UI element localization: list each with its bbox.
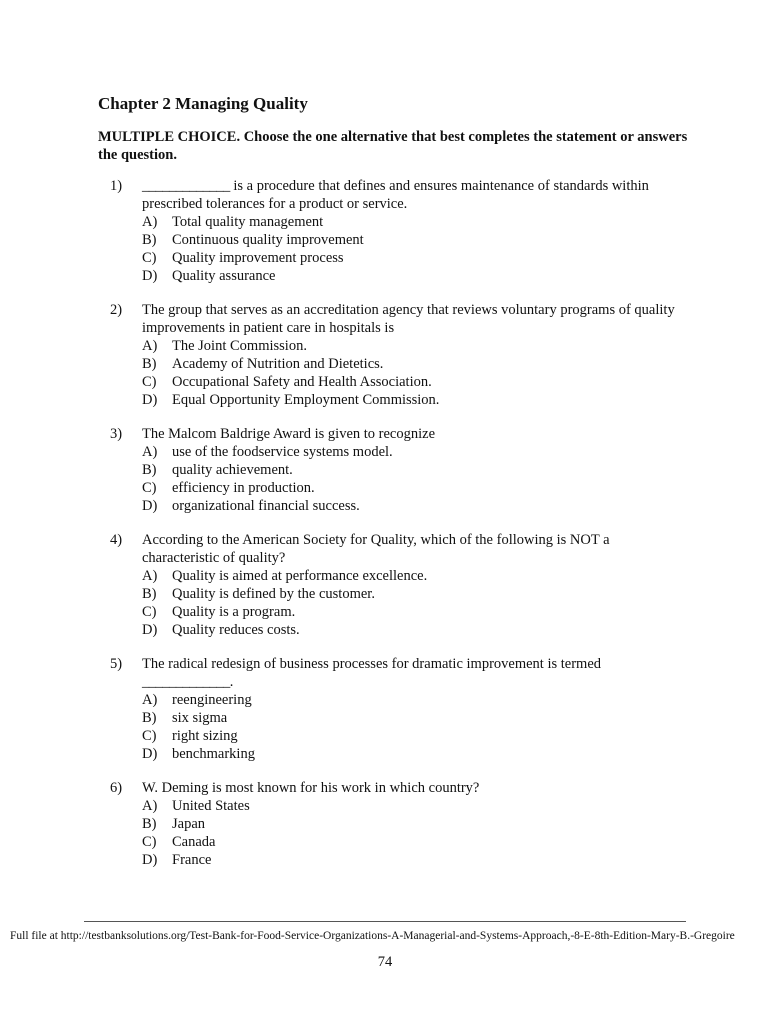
option-label: C) [142, 374, 157, 390]
option-label: D) [142, 746, 158, 762]
option [110, 745, 680, 763]
option-text: use of the foodservice systems model. [172, 444, 393, 460]
option-label: A) [142, 692, 158, 708]
option-label: B) [142, 462, 157, 478]
question-number: 2) [110, 302, 123, 318]
option-label: A) [142, 214, 158, 230]
option-text: France [172, 852, 212, 868]
question-number: 3) [110, 426, 123, 442]
option-text: efficiency in production. [172, 480, 315, 496]
option-label: C) [142, 728, 157, 744]
option-text: Quality assurance [172, 268, 276, 284]
option-label: C) [142, 480, 157, 496]
question-text: W. Deming is most known for his work in which country? [142, 780, 480, 796]
footer-source-link[interactable]: Full file at http://testbanksolutions.org/Test-Bank-for-Food-Service-Organizations-A-Managerial-and-Systems-Approach,-8-E-8th-Edition-Mary-B.-Gregoire [10, 930, 735, 942]
option [110, 691, 680, 709]
option-text: quality achievement. [172, 462, 293, 478]
option-label: B) [142, 356, 157, 372]
question-text-rest: is a procedure that defines and ensures maintenance of standards within prescribed tolerances for a product or service. [142, 178, 649, 212]
option [110, 231, 680, 249]
option-text: reengineering [172, 692, 252, 708]
option [110, 797, 680, 815]
option-text: Quality is aimed at performance excellence. [172, 568, 428, 584]
option-label: D) [142, 268, 158, 284]
option [110, 833, 680, 851]
option-text: Japan [172, 816, 206, 832]
option [110, 337, 680, 355]
option-label: B) [142, 232, 157, 248]
option [110, 815, 680, 833]
question-text: The radical redesign of business processes for dramatic improvement is termed [142, 656, 602, 672]
option-label: A) [142, 568, 158, 584]
option [110, 497, 680, 515]
option-text: The Joint Commission. [172, 338, 307, 354]
option-text: Canada [172, 834, 216, 850]
option-text: Quality reduces costs. [172, 622, 300, 638]
option [110, 567, 680, 585]
option [110, 851, 680, 869]
option-text: Continuous quality improvement [172, 232, 364, 248]
option [110, 603, 680, 621]
option [110, 249, 680, 267]
option-text: organizational financial success. [172, 498, 360, 514]
question-text: The Malcom Baldrige Award is given to recognize [142, 426, 436, 442]
option-text: benchmarking [172, 746, 255, 762]
question-number: 1) [110, 178, 123, 194]
option-text: Quality is a program. [172, 604, 296, 620]
option-label: A) [142, 444, 158, 460]
answer-blank-line [110, 673, 680, 691]
page-number: 74 [377, 954, 393, 970]
option-text: United States [172, 798, 250, 814]
page-title: Chapter 2 Managing Quality [98, 94, 308, 113]
option-text: Quality improvement process [172, 250, 344, 266]
option [110, 709, 680, 727]
option-label: A) [142, 338, 158, 354]
answer-blank: _____________ [142, 178, 230, 194]
option-label: D) [142, 622, 158, 638]
question-1 [110, 177, 680, 285]
option [110, 727, 680, 745]
question-3 [110, 425, 680, 515]
option-label: C) [142, 834, 157, 850]
option [110, 213, 680, 231]
option-label: B) [142, 710, 157, 726]
option-text: right sizing [172, 728, 238, 744]
question-4 [110, 531, 680, 639]
question-number: 4) [110, 532, 123, 548]
footer-divider [84, 921, 686, 922]
question-6 [110, 779, 680, 869]
option-text: Occupational Safety and Health Association. [172, 374, 432, 390]
question-5 [110, 655, 680, 763]
option-text: Total quality management [172, 214, 324, 230]
question-number: 5) [110, 656, 123, 672]
option-label: D) [142, 852, 158, 868]
option-text: Academy of Nutrition and Dietetics. [172, 356, 384, 372]
option-label: D) [142, 498, 158, 514]
option [110, 373, 680, 391]
answer-blank: _____________. [142, 674, 233, 690]
option-label: C) [142, 604, 157, 620]
option-text: six sigma [172, 710, 228, 726]
question-text: The group that serves as an accreditation agency that reviews voluntary programs of quality improvements in patient care in hospitals is [142, 302, 675, 336]
option-text: Equal Opportunity Employment Commission. [172, 392, 440, 408]
option-label: A) [142, 798, 158, 814]
option [110, 621, 680, 639]
option-text: Quality is defined by the customer. [172, 586, 375, 602]
question-text: According to the American Society for Quality, which of the following is NOT a characteristic of quality? [142, 532, 610, 566]
instructions: MULTIPLE CHOICE. Choose the one alternative that best completes the statement or answers the question. [98, 129, 688, 163]
option [110, 267, 680, 285]
question-text [142, 177, 680, 213]
option-label: D) [142, 392, 158, 408]
option [110, 391, 680, 409]
question-number: 6) [110, 780, 123, 796]
option [110, 461, 680, 479]
option [110, 585, 680, 603]
option [110, 355, 680, 373]
option-label: B) [142, 586, 157, 602]
option [110, 479, 680, 497]
option-label: C) [142, 250, 157, 266]
option-label: B) [142, 816, 157, 832]
question-2 [110, 301, 680, 409]
option [110, 443, 680, 461]
